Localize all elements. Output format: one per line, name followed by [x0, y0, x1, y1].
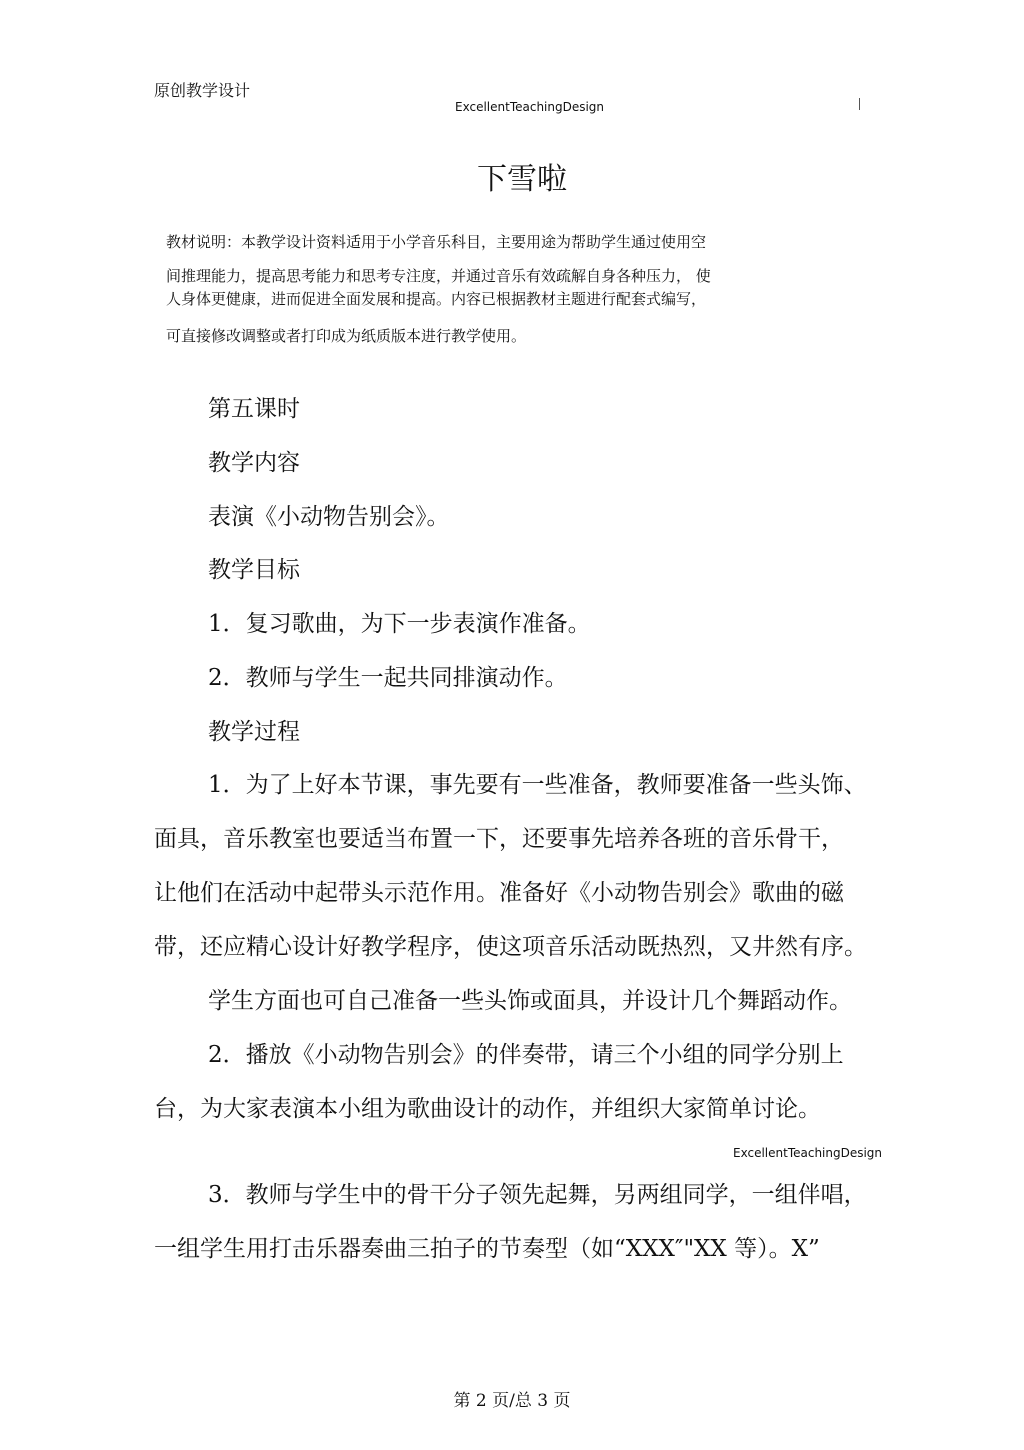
process-p1-line-2: 面具，音乐教室也要适当布置一下，还要事先培养各班的音乐骨干，: [154, 826, 844, 852]
note-line-3: 人身体更健康，进而促进全面发展和提高。内容已根据教材主题进行配套式编写，: [166, 290, 707, 308]
section-heading-content: 教学内容: [208, 450, 300, 476]
page-title: 下雪啦: [477, 162, 567, 197]
page-number: 第 2 页/总 3 页: [453, 1391, 571, 1411]
process-p2-line-2: 台，为大家表演本小组为歌曲设计的动作，并组织大家简单讨论。: [154, 1096, 821, 1122]
process-p1-line-5: 学生方面也可自己准备一些头饰或面具，并设计几个舞蹈动作。: [208, 988, 852, 1014]
lesson-number: 第五课时: [208, 396, 300, 422]
content-text: 表演《小动物告别会》。: [208, 504, 450, 530]
process-p3-line-2: 一组学生用打击乐器奏曲三拍子的节奏型（如“XXX″"XX 等）。X”: [154, 1236, 820, 1262]
note-line-2: 间推理能力，提高思考能力和思考专注度，并通过音乐有效疏解自身各种压力， 使: [166, 267, 711, 285]
section-heading-process: 教学过程: [208, 719, 300, 745]
goal-item-1: 1．复习歌曲，为下一步表演作准备。: [208, 611, 591, 637]
process-p3-line-1: 3．教师与学生中的骨干分子领先起舞，另两组同学，一组伴唱，: [208, 1182, 867, 1208]
process-p2-line-1: 2．播放《小动物告别会》的伴奏带，请三个小组的同学分别上: [208, 1042, 844, 1068]
process-p1-line-1: 1．为了上好本节课，事先要有一些准备，教师要准备一些头饰、: [208, 772, 867, 798]
footer-watermark: ExcellentTeachingDesign: [733, 1146, 883, 1160]
header-divider: [859, 98, 860, 110]
goal-item-2: 2．教师与学生一起共同排演动作。: [208, 665, 568, 691]
process-p1-line-3: 让他们在活动中起带头示范作用。准备好《小动物告别会》歌曲的磁: [154, 880, 844, 906]
header-watermark: ExcellentTeachingDesign: [455, 100, 605, 114]
note-line-1: 教材说明：本教学设计资料适用于小学音乐科目，主要用途为帮助学生通过使用空: [166, 233, 707, 251]
note-line-4: 可直接修改调整或者打印成为纸质版本进行教学使用。: [166, 327, 527, 345]
header-label: 原创教学设计: [154, 81, 251, 100]
section-heading-goals: 教学目标: [208, 557, 300, 583]
process-p1-line-4: 带，还应精心设计好教学程序，使这项音乐活动既热烈，又井然有序。: [154, 934, 867, 960]
